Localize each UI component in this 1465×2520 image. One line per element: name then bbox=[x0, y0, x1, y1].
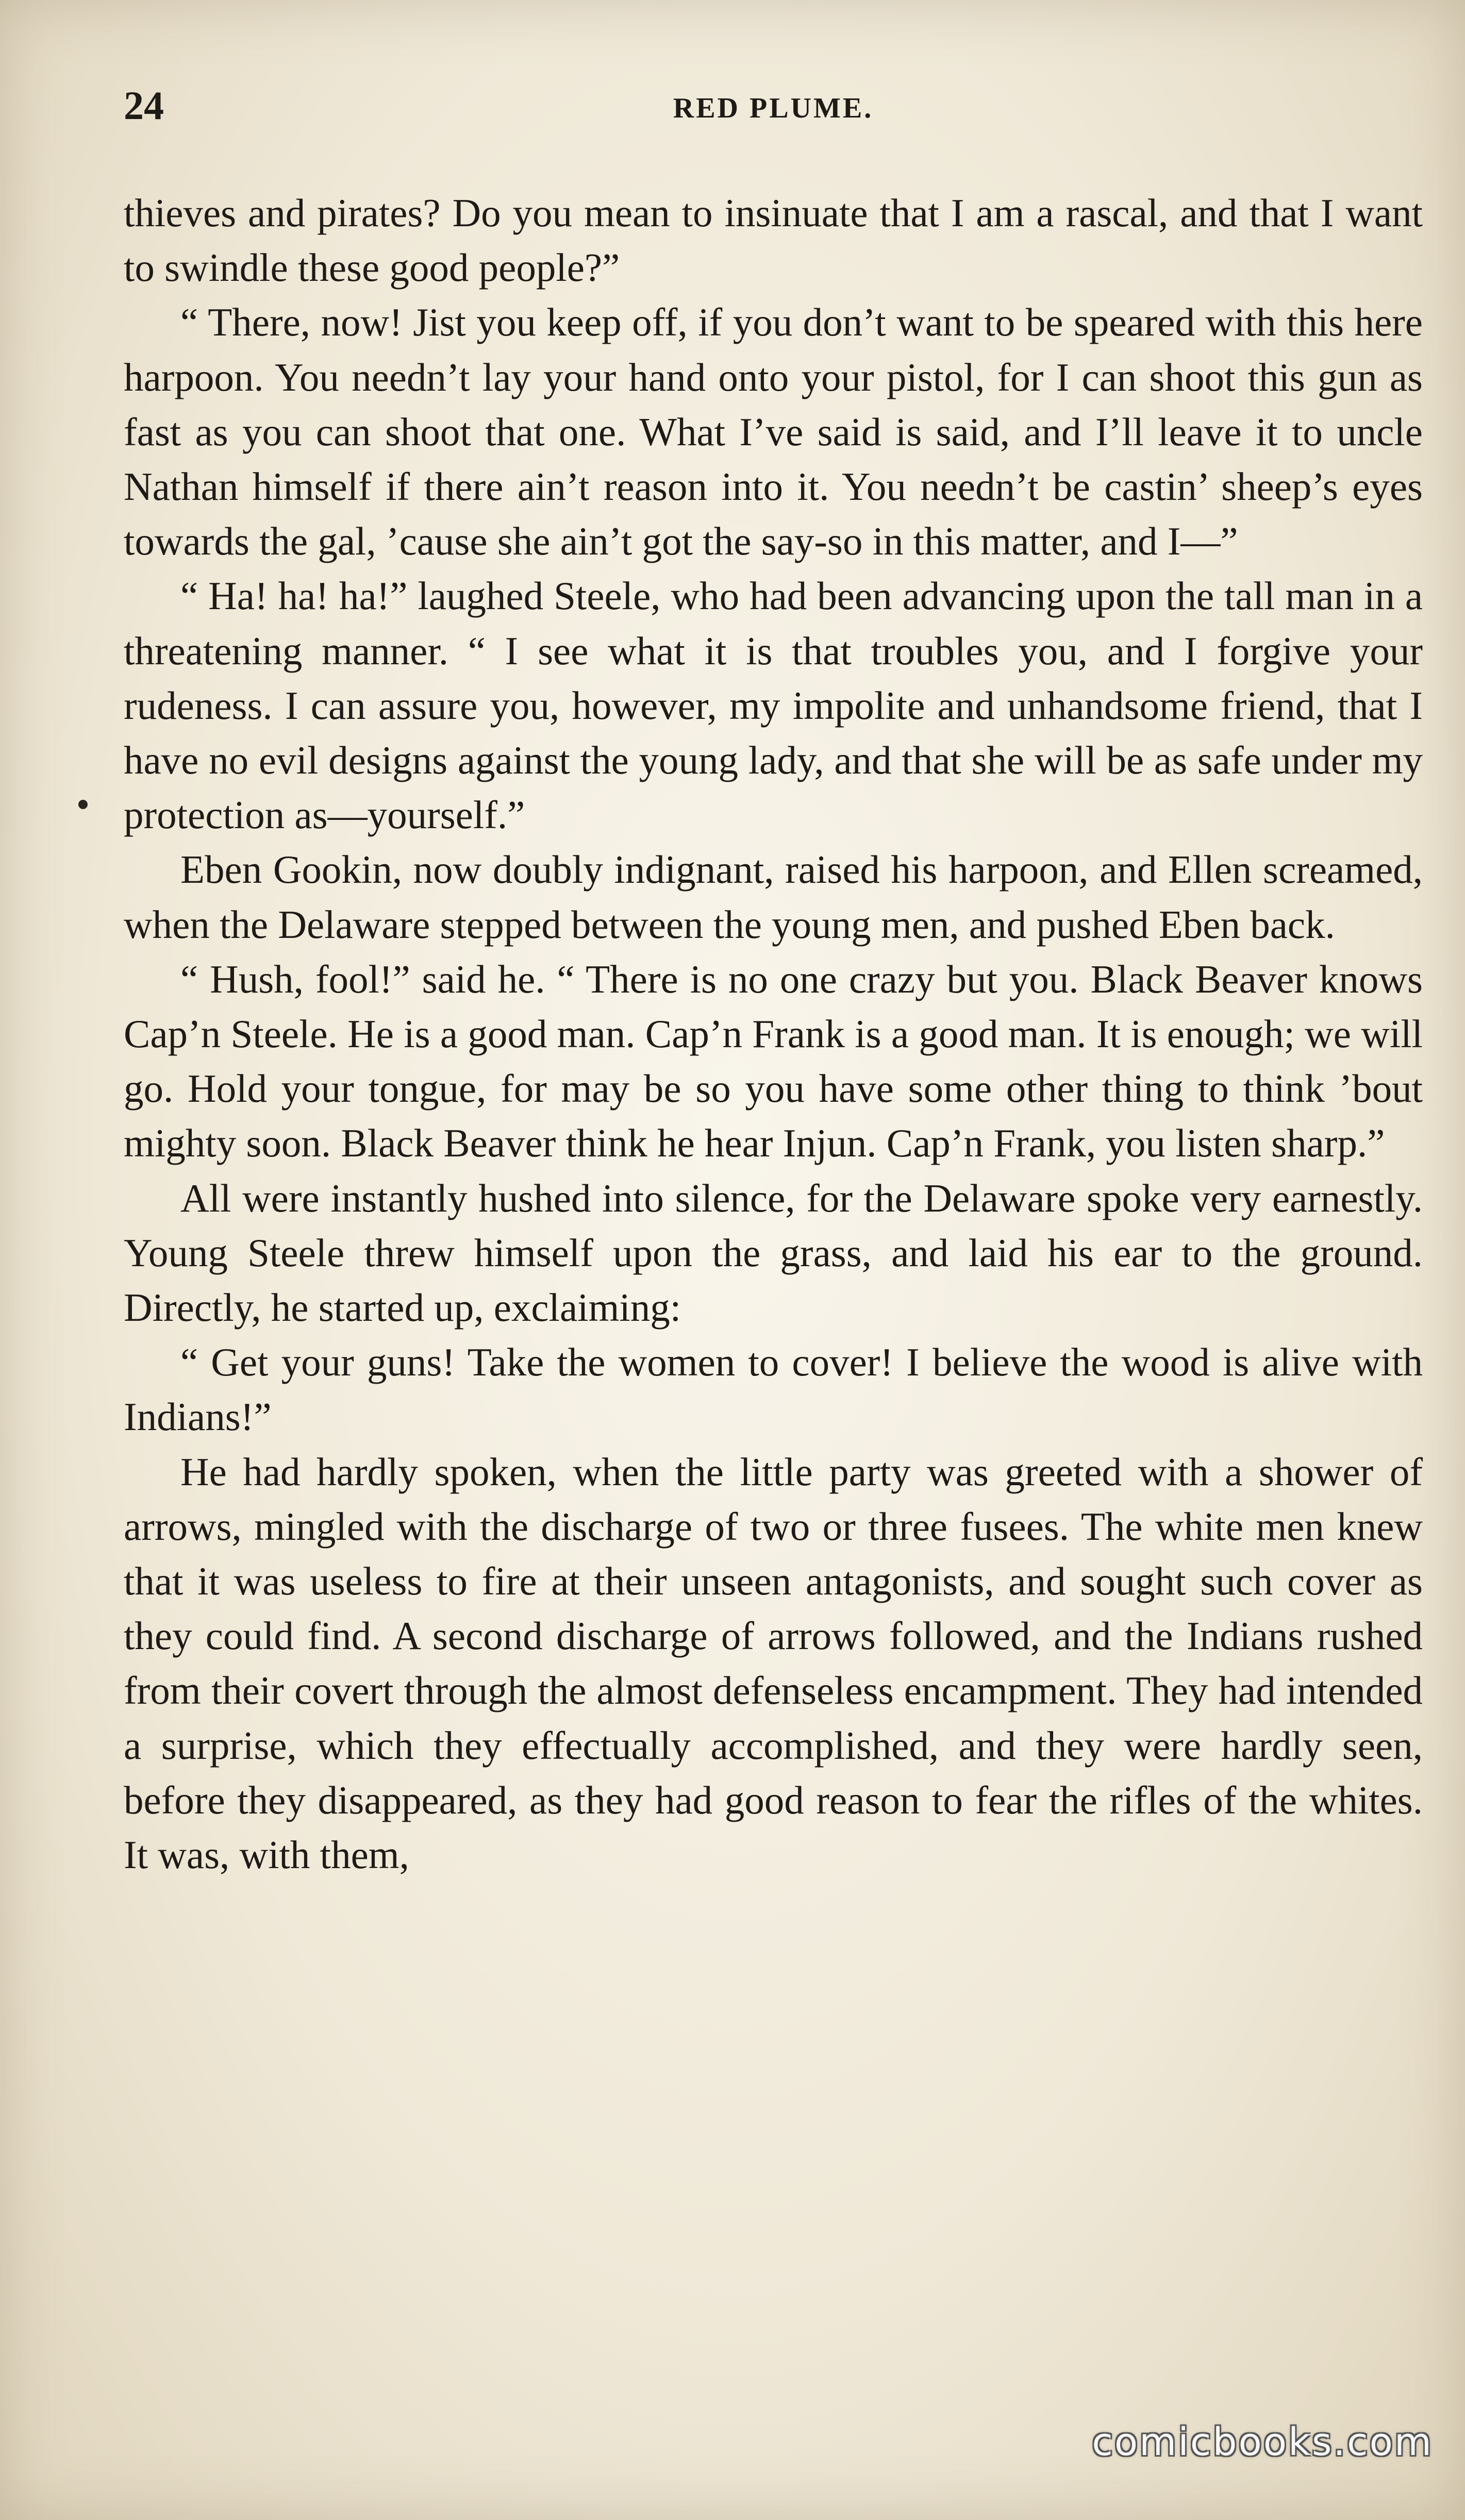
paragraph: “ Hush, fool!” said he. “ There is no one crazy but you. Black Beaver knows Cap’n Steele. He is a good man. Cap’n Frank is a good man. It is enough; we will go. Hold your tongue, for may be so you have some other thing to think ’bout mighty soon. Black Beaver think he hear Injun. Cap’n Frank, you listen sharp.” bbox=[124, 956, 1423, 1166]
paragraph: He had hardly spoken, when the little party was greeted with a shower of arrows, mingled with the discharge of two or three fusees. The white men knew that it was useless to fire at their unseen antagonists, and sought such cover as they could find. A second discharge of arrows followed, and the Indians rushed from their covert through the almost defenseless encampment. They had intended a surprise, which they effectually accomplished, and they were hardly seen, before they disappeared, as they had good reason to fear the rifles of the whites. It was, with them, bbox=[124, 1449, 1423, 1877]
paragraph: thieves and pirates? Do you mean to insinuate that I am a rascal, and that I want to swindle these good people?” bbox=[124, 191, 1423, 290]
paragraph: “ Get your guns! Take the women to cover! I believe the wood is alive with Indians!” bbox=[124, 1340, 1423, 1439]
paragraph: All were instantly hushed into silence, for the Delaware spoke very earnestly. Young Steele threw himself upon the grass, and laid his ear to the ground. Directly, he started up, exclaiming: bbox=[124, 1175, 1423, 1330]
watermark: comicbooks.com bbox=[1092, 2420, 1433, 2464]
page-number: 24 bbox=[124, 83, 164, 128]
paragraph: “ There, now! Jist you keep off, if you don’t want to be speared with this here harpoon. You needn’t lay your hand onto your pistol, for I can shoot this gun as fast as you can shoot that one. What I’ve said is said, and I’ll leave it to uncle Nathan himself if there ain’t reason into it. You needn’t be castin’ sheep’s eyes towards the gal, ’cause she ain’t got the say-so in this matter, and I—” bbox=[124, 300, 1423, 564]
body-text bbox=[124, 186, 1423, 1882]
ink-spot bbox=[78, 800, 88, 809]
paragraph: Eben Gookin, now doubly indignant, raised his harpoon, and Ellen screamed, when the Delaware stepped between the young men, and pushed Eben back. bbox=[124, 847, 1423, 947]
page-header bbox=[124, 77, 1423, 134]
running-head: RED PLUME. bbox=[673, 92, 874, 124]
paragraph: “ Ha! ha! ha!” laughed Steele, who had been advancing upon the tall man in a threatening manner. “ I see what it is that troubles you, and I forgive your rudeness. I can assure you, however, my impolite and unhandsome friend, that I have no evil designs against the young lady, and that she will be as safe under my protection as—yourself.” bbox=[124, 574, 1423, 837]
